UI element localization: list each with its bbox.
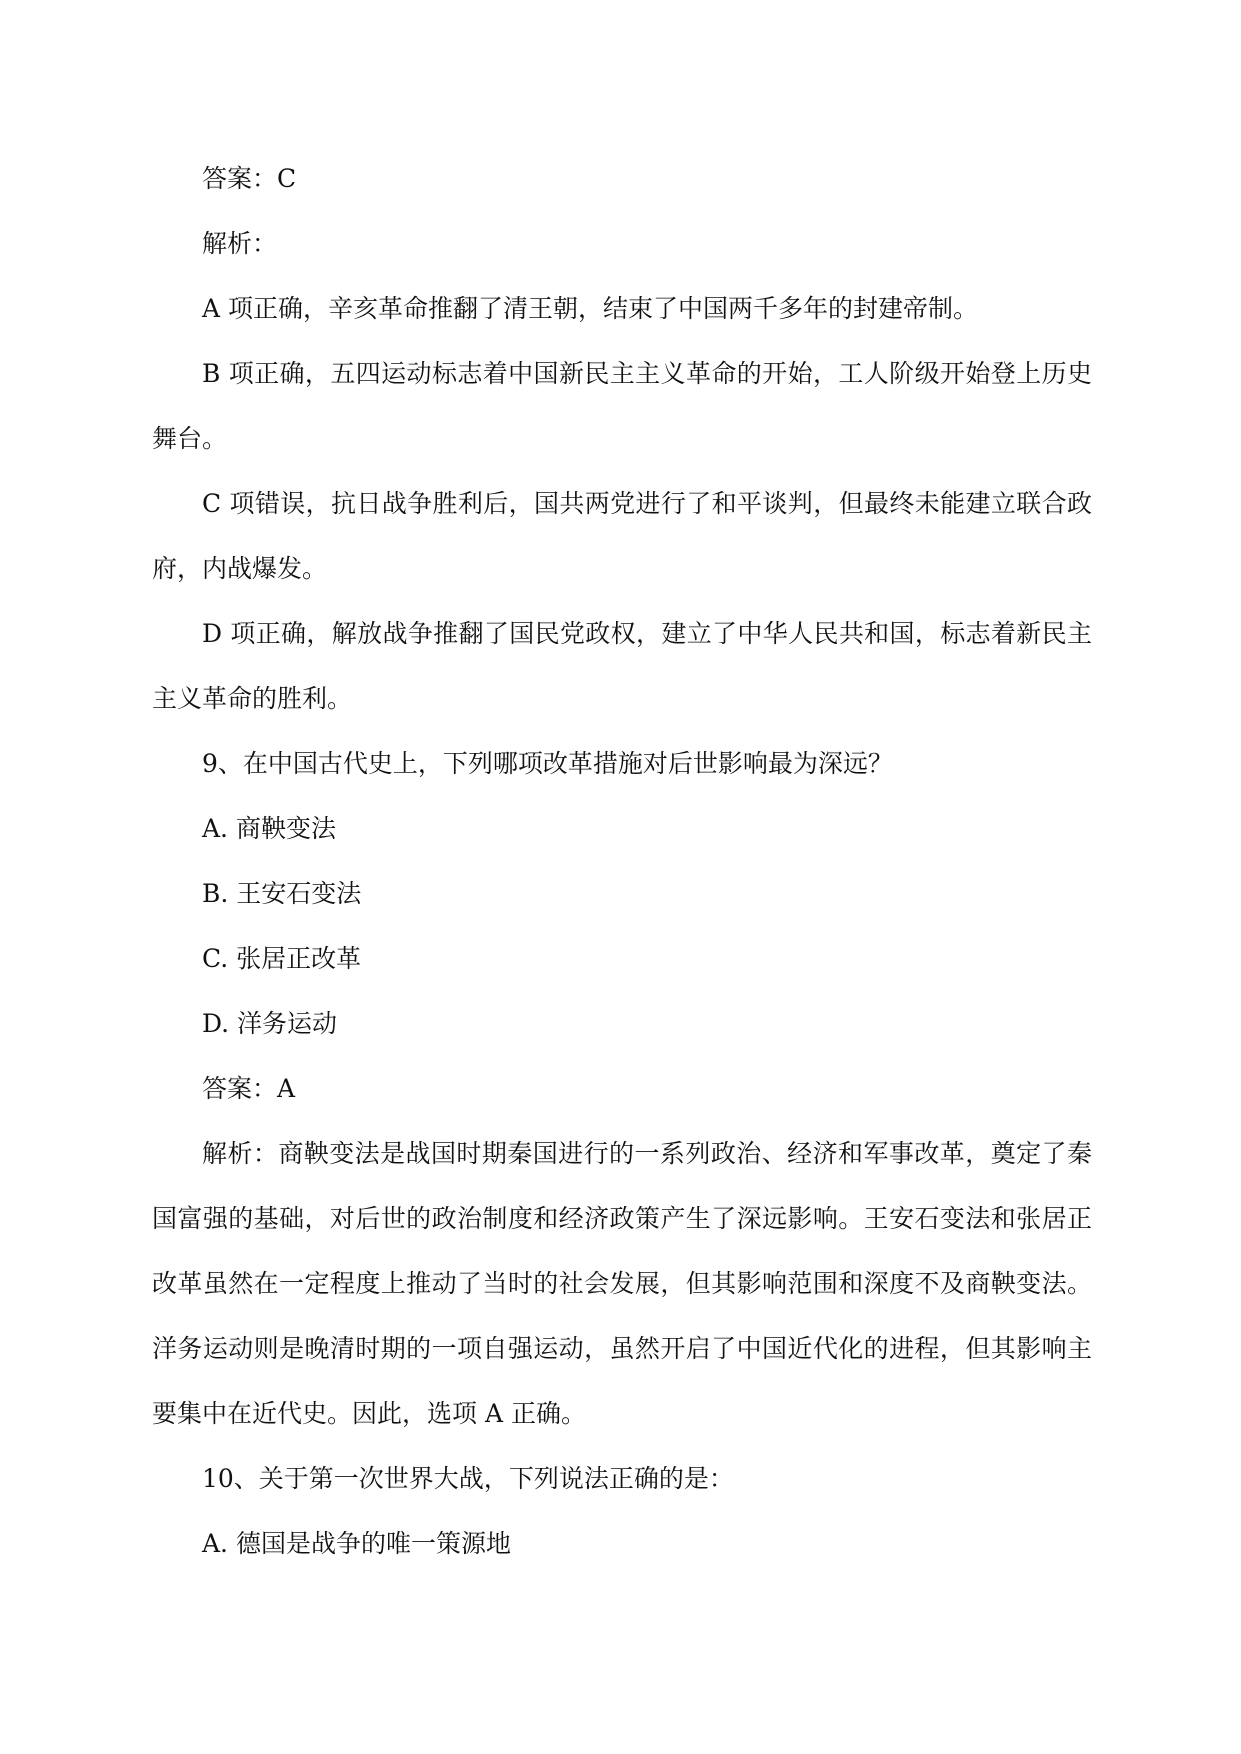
question-9: 9、在中国古代史上，下列哪项改革措施对后世影响最为深远？ [202, 749, 893, 778]
analysis-option-a-8: A 项正确，辛亥革命推翻了清王朝，结束了中国两千多年的封建帝制。 [202, 294, 979, 323]
question-10-option-a: A. 德国是战争的唯一策源地 [202, 1529, 511, 1558]
answer-8: 答案：C [202, 164, 297, 193]
question-9-option-a: A. 商鞅变法 [202, 814, 336, 843]
analysis-label-8: 解析： [202, 229, 278, 258]
analysis-option-d-8: D 项正确，解放战争推翻了国民党政权，建立了中华人民共和国，标志着新民主主义革命的胜利。 [152, 619, 1092, 713]
analysis-option-b-8: B 项正确，五四运动标志着中国新民主主义革命的开始，工人阶级开始登上历史舞台。 [152, 359, 1092, 453]
question-10: 10、关于第一次世界大战，下列说法正确的是： [202, 1464, 734, 1493]
question-9-option-c: C. 张居正改革 [202, 944, 362, 973]
analysis-option-c-8: C 项错误，抗日战争胜利后，国共两党进行了和平谈判，但最终未能建立联合政府，内战爆发。 [152, 489, 1092, 583]
analysis-9: 解析：商鞅变法是战国时期秦国进行的一系列政治、经济和军事改革，奠定了秦国富强的基础，对后世的政治制度和经济政策产生了深远影响。王安石变法和张居正改革虽然在一定程度上推动了当时的社会发展，但其影响范围和深度不及商鞅变法。洋务运动则是晚清时期的一项自强运动，虽然开启了中国近代化的进程，但其影响主要集中在近代史。因此，选项 A 正确。 [152, 1139, 1092, 1428]
document-page [152, 146, 1092, 1576]
question-9-option-d: D. 洋务运动 [202, 1009, 338, 1038]
question-9-option-b: B. 王安石变法 [202, 879, 362, 908]
answer-9: 答案：A [202, 1074, 296, 1103]
